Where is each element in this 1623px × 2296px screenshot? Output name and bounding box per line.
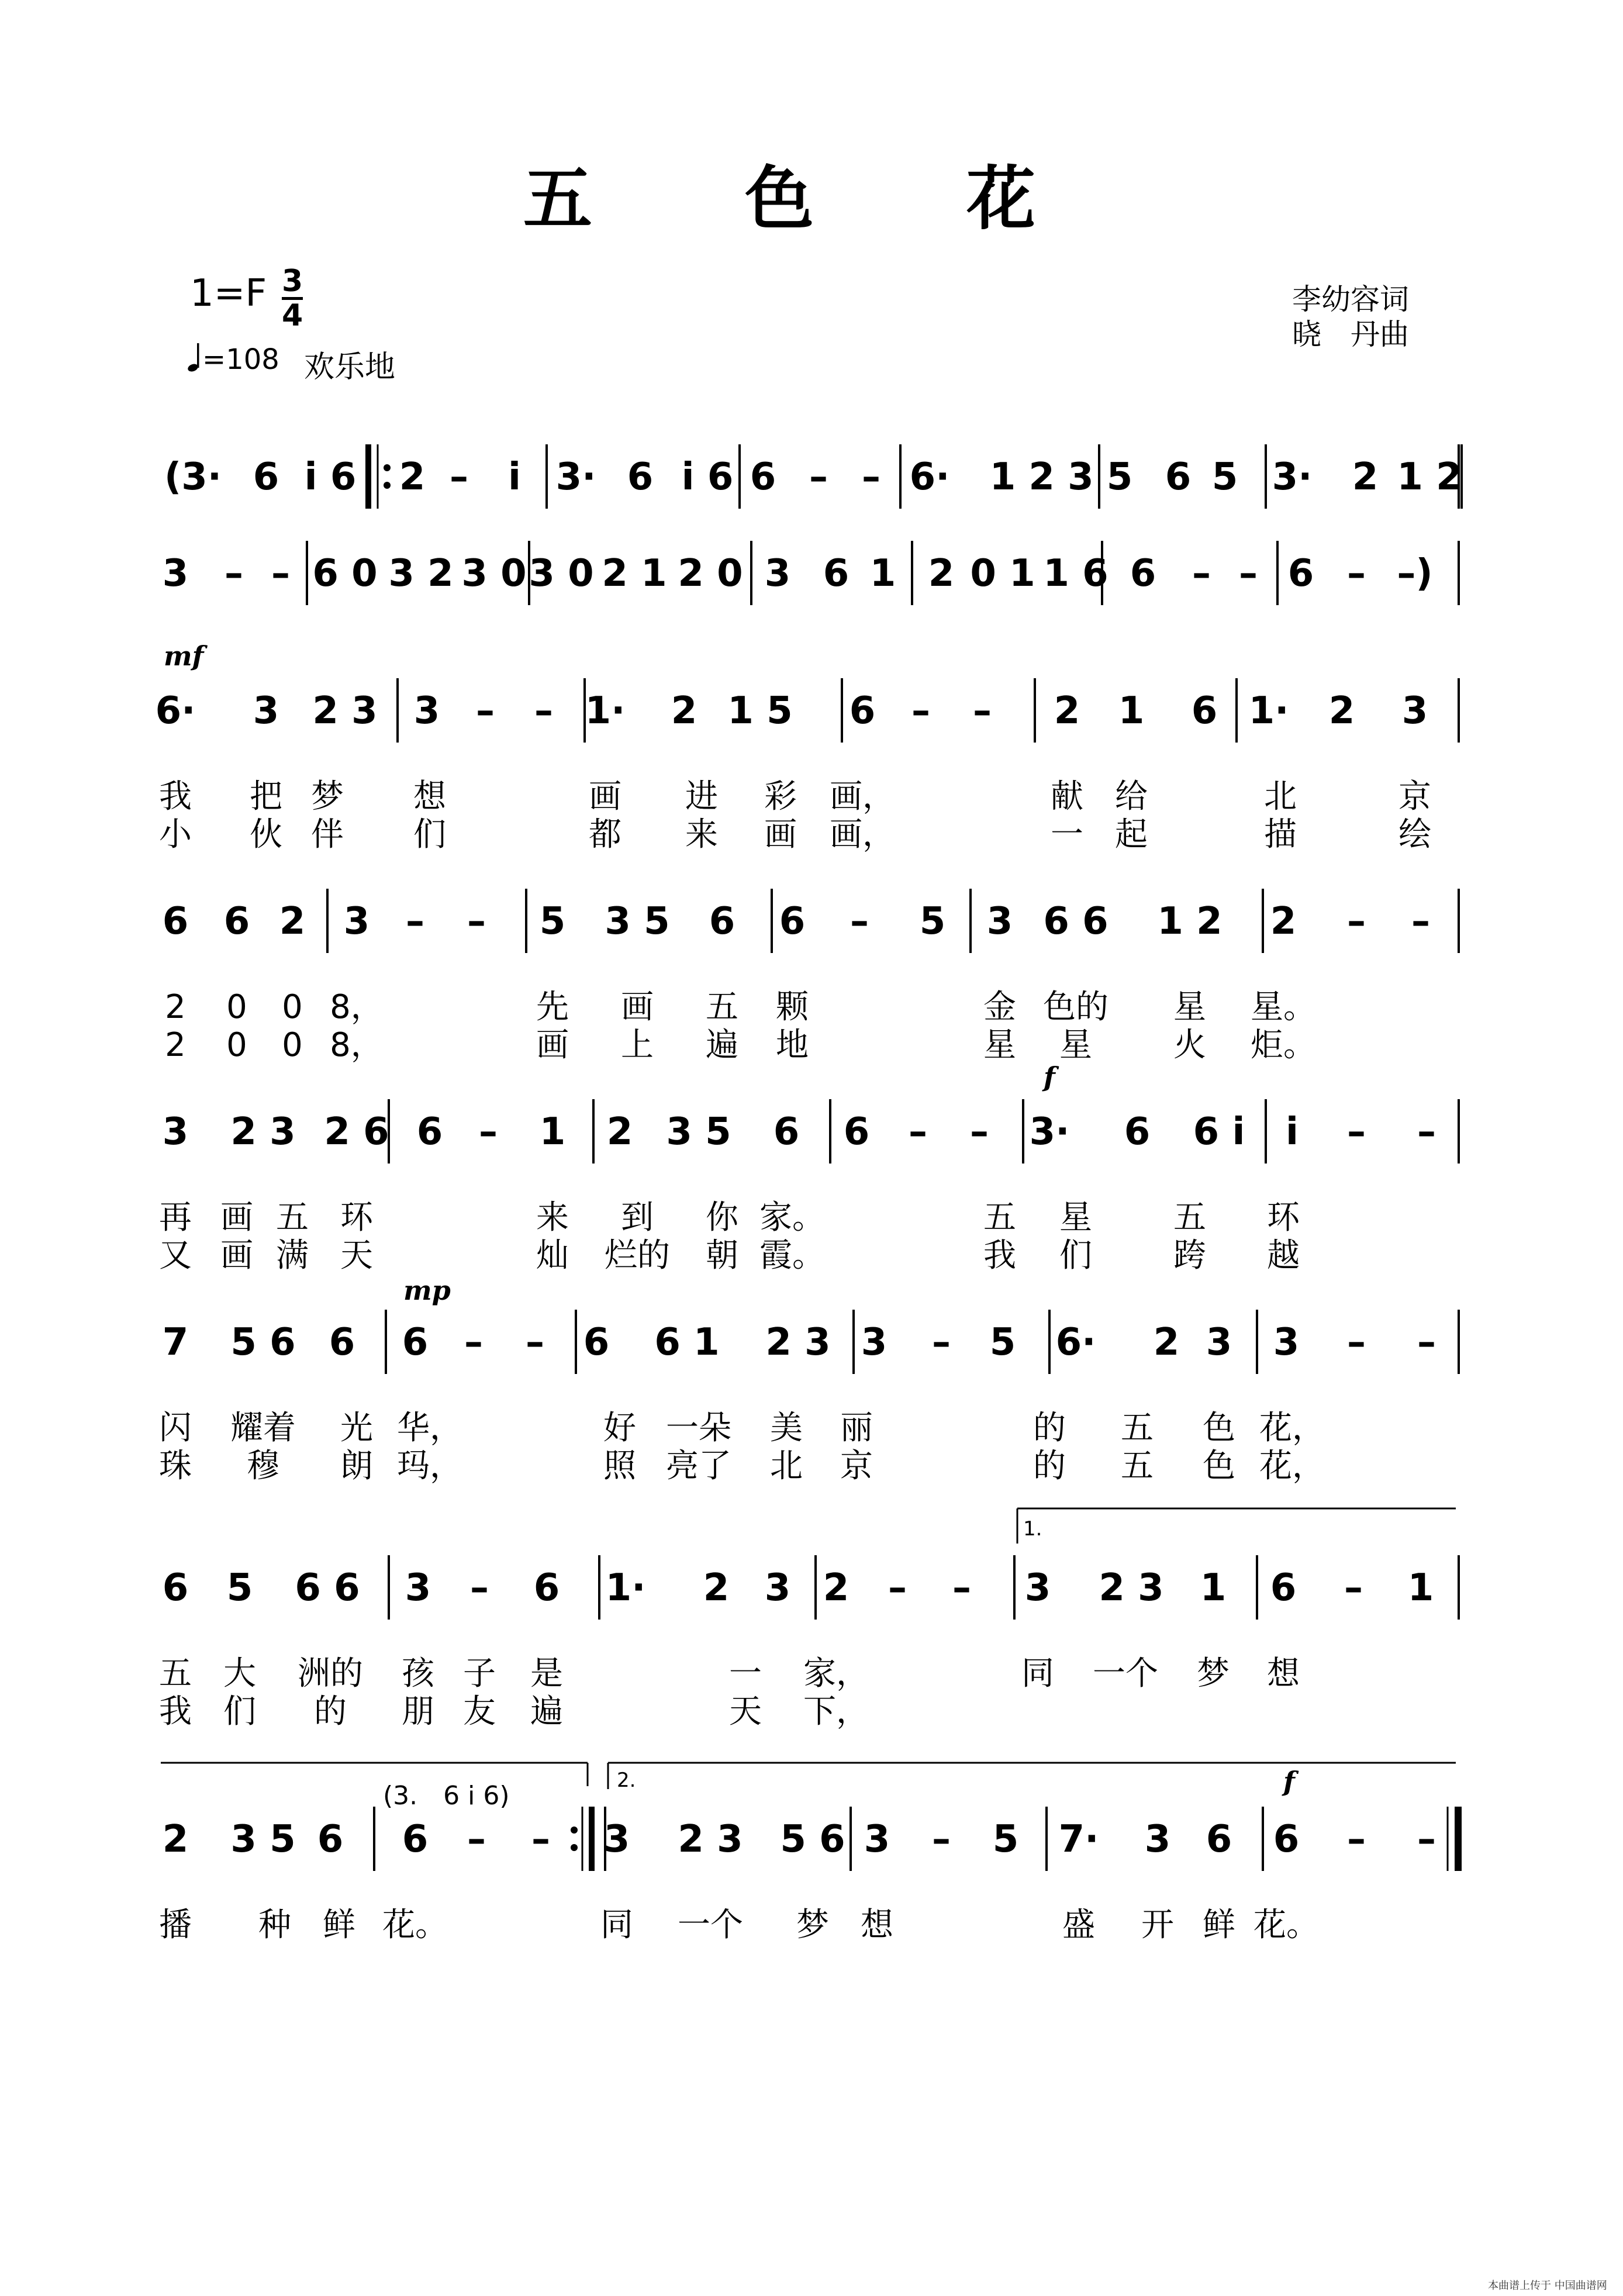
jianpu-note: – xyxy=(1411,900,1430,943)
jianpu-note: 6 xyxy=(750,455,776,499)
lyric-verse-2: 霞。 xyxy=(759,1237,825,1275)
jianpu-note: – xyxy=(1347,552,1366,595)
lyric-verse-1: 开 xyxy=(1141,1906,1174,1944)
lyric-verse-1: 颗 xyxy=(776,988,809,1026)
volta-label: 1. xyxy=(1023,1517,1042,1541)
lyric-verse-2: 火 xyxy=(1173,1026,1206,1064)
jianpu-note: 6 xyxy=(1273,1818,1300,1861)
jianpu-note: 5 xyxy=(1211,455,1238,499)
lyric-verse-2: 的 xyxy=(1033,1447,1066,1485)
lyric-verse-2: 星 xyxy=(983,1026,1016,1064)
lyric-verse-1: 一个 xyxy=(678,1906,743,1944)
jianpu-note: – xyxy=(952,1566,971,1610)
lyric-verse-2: 们 xyxy=(223,1693,256,1731)
jianpu-note: – xyxy=(888,1566,907,1610)
jianpu-note: – xyxy=(911,689,930,733)
jianpu-note: 6 xyxy=(416,1110,443,1154)
lyric-verse-1: 星 xyxy=(1173,988,1206,1026)
lyric-verse-1: 好 xyxy=(603,1409,636,1447)
lyric-verse-2: 朝 xyxy=(706,1237,738,1275)
lyric-verse-2: 星 xyxy=(1059,1026,1092,1064)
jianpu-note: 6 xyxy=(843,1110,870,1154)
jianpu-note: – xyxy=(973,689,992,733)
jianpu-note: 6· xyxy=(155,689,196,733)
jianpu-note: – xyxy=(406,900,424,943)
jianpu-note: 5 xyxy=(1106,455,1133,499)
jianpu-note: 6 6 xyxy=(295,1566,360,1610)
lyric-verse-1: 五 xyxy=(1173,1199,1206,1237)
lyric-verse-2: 遍 xyxy=(530,1693,563,1731)
lyric-verse-1: 子 xyxy=(463,1655,496,1693)
lyric-verse-2: 京 xyxy=(840,1447,873,1485)
lyric-verse-2: 穆 xyxy=(247,1447,279,1485)
jianpu-note: 7 xyxy=(162,1321,189,1364)
site-watermark: 本曲谱上传于 中国曲谱网 xyxy=(1488,2280,1607,2292)
jianpu-note: – xyxy=(1344,1566,1363,1610)
lyric-verse-1: 0 xyxy=(282,988,303,1026)
lyric-verse-2: 伴 xyxy=(311,816,344,854)
jianpu-note: – xyxy=(970,1110,989,1154)
jianpu-note: – xyxy=(1417,1110,1436,1154)
lyric-verse-1: 家。 xyxy=(759,1199,825,1237)
jianpu-note: – xyxy=(467,1818,486,1861)
jianpu-note: – xyxy=(1239,552,1258,595)
jianpu-note: 6 xyxy=(709,900,735,943)
lyric-verse-2: 色 xyxy=(1203,1447,1235,1485)
lyric-verse-2: 上 xyxy=(621,1026,654,1064)
jianpu-note: 3 xyxy=(1273,1321,1300,1364)
lyric-verse-1: 给 xyxy=(1115,778,1148,816)
key-signature: 1=F xyxy=(190,272,267,315)
lyric-verse-2: 友 xyxy=(463,1693,496,1731)
lyric-verse-1: 梦 xyxy=(796,1906,829,1944)
lyric-verse-2: 越 xyxy=(1267,1237,1300,1275)
lyric-verse-1: 孩 xyxy=(402,1655,434,1693)
jianpu-note: 3 2 xyxy=(388,552,454,595)
jianpu-note: 2 3 xyxy=(230,1110,296,1154)
lyric-verse-1: 环 xyxy=(340,1199,373,1237)
jianpu-note: 5 xyxy=(919,900,946,943)
lyric-verse-2: 伙 xyxy=(250,816,282,854)
lyric-verse-1: 大 xyxy=(223,1655,256,1693)
lyric-verse-2: 朋 xyxy=(402,1693,434,1731)
jianpu-note: 2 xyxy=(671,689,697,733)
jianpu-note: 6 xyxy=(627,455,654,499)
jianpu-note: 6 6 xyxy=(1043,900,1109,943)
lyric-verse-1: 环 xyxy=(1267,1199,1300,1237)
jianpu-note: 2 3 xyxy=(1028,455,1094,499)
lyric-verse-2: 遍 xyxy=(706,1026,738,1064)
lyric-verse-2: 0 xyxy=(282,1026,303,1064)
lyric-verse-1: 盛 xyxy=(1062,1906,1095,1944)
jianpu-note: 6 xyxy=(253,455,279,499)
jianpu-note: 2 xyxy=(1328,689,1355,733)
lyric-verse-1: 画 xyxy=(220,1199,253,1237)
jianpu-note: 2 xyxy=(1270,900,1297,943)
jianpu-note: 6 xyxy=(1191,689,1218,733)
lyric-verse-1: 鲜 xyxy=(323,1906,355,1944)
lyric-verse-1: 北 xyxy=(1264,778,1297,816)
jianpu-note: i 6 xyxy=(681,455,734,499)
jianpu-note: 5 6 xyxy=(230,1321,296,1364)
lyric-verse-2: 2 xyxy=(165,1026,186,1064)
lyric-verse-1: 家， xyxy=(803,1655,869,1693)
jianpu-note: 2 xyxy=(399,455,426,499)
lyric-verse-1: 五 xyxy=(1121,1409,1154,1447)
meter-lower: 4 xyxy=(282,298,303,333)
jianpu-note: 3 xyxy=(864,1818,890,1861)
jianpu-note: – xyxy=(271,552,290,595)
lyric-verse-1: 梦 xyxy=(311,778,344,816)
lyric-verse-1: 梦 xyxy=(1197,1655,1230,1693)
jianpu-note: – xyxy=(1347,1818,1366,1861)
jianpu-note: 2 xyxy=(1153,1321,1180,1364)
lyric-verse-2: 珠 xyxy=(159,1447,192,1485)
jianpu-note: 3 xyxy=(405,1566,431,1610)
lyric-verse-2: 天 xyxy=(340,1237,373,1275)
jianpu-note: 3· xyxy=(1029,1110,1070,1154)
jianpu-note: 5 xyxy=(992,1818,1019,1861)
jianpu-note: – xyxy=(1417,1321,1436,1364)
lyric-verse-1: 我 xyxy=(159,778,192,816)
jianpu-note: – xyxy=(862,455,880,499)
lyric-verse-2: 天 xyxy=(729,1693,762,1731)
jianpu-note: 2 3 xyxy=(765,1321,831,1364)
volta-label: 2. xyxy=(617,1769,636,1792)
lyric-verse-2: 绘 xyxy=(1398,816,1431,854)
lyric-verse-2: 我 xyxy=(983,1237,1016,1275)
jianpu-note: 3 xyxy=(253,689,279,733)
jianpu-note: 3 xyxy=(861,1321,888,1364)
jianpu-note: – xyxy=(1347,900,1366,943)
lyric-verse-1: 种 xyxy=(258,1906,291,1944)
lyric-verse-2: 五 xyxy=(1121,1447,1154,1485)
jianpu-note: 6 xyxy=(223,900,250,943)
jianpu-note: 6 xyxy=(402,1321,429,1364)
lyric-verse-1: 8， xyxy=(330,988,384,1026)
jianpu-note: – xyxy=(479,1110,498,1154)
lyric-verse-1: 光 xyxy=(340,1409,373,1447)
lyric-verse-1: 美 xyxy=(770,1409,803,1447)
lyric-verse-2: 都 xyxy=(589,816,621,854)
jianpu-note: 3 xyxy=(1024,1566,1051,1610)
lyric-verse-1: 一 xyxy=(729,1655,762,1693)
jianpu-note: 3 5 xyxy=(605,900,670,943)
jianpu-note: 0 1 xyxy=(970,552,1035,595)
jianpu-note: 3 xyxy=(162,552,189,595)
lyric-verse-1: 花。 xyxy=(1253,1906,1319,1944)
jianpu-note: – xyxy=(1192,552,1211,595)
jianpu-note: i xyxy=(1286,1110,1299,1154)
lyric-verse-2: 8， xyxy=(330,1026,384,1064)
jianpu-note: 1 xyxy=(869,552,896,595)
lyric-verse-1: 鲜 xyxy=(1203,1906,1235,1944)
lyric-verse-1: 花， xyxy=(1259,1409,1325,1447)
lyric-verse-1: 五 xyxy=(983,1199,1016,1237)
jianpu-note: 6 xyxy=(1270,1566,1297,1610)
jianpu-note: 5 xyxy=(539,900,566,943)
jianpu-note: – xyxy=(909,1110,927,1154)
lyric-verse-2: 起 xyxy=(1115,816,1148,854)
lyric-verse-1: 星 xyxy=(1059,1199,1092,1237)
lyric-verse-2: 0 xyxy=(226,1026,247,1064)
jianpu-note: i xyxy=(508,455,521,499)
lyric-verse-1: 想 xyxy=(861,1906,893,1944)
lyric-verse-2: 玛， xyxy=(397,1447,462,1485)
lyric-verse-1: 色 xyxy=(1203,1409,1235,1447)
jianpu-note: 3 xyxy=(603,1818,630,1861)
lyric-verse-1: 金 xyxy=(983,988,1016,1026)
jianpu-note: 2 xyxy=(162,1818,189,1861)
jianpu-note: 6 xyxy=(583,1321,610,1364)
jianpu-note: 6 xyxy=(162,1566,189,1610)
jianpu-note: 3 5 xyxy=(230,1818,296,1861)
jianpu-note: 6 xyxy=(1287,552,1314,595)
jianpu-note: – xyxy=(932,1321,951,1364)
jianpu-note: 1 xyxy=(1118,689,1145,733)
jianpu-note: 1 2 xyxy=(1397,455,1462,499)
jianpu-note: 6 xyxy=(1124,1110,1151,1154)
dynamic-marking: mf xyxy=(164,640,204,672)
lyric-verse-1: 耀着 xyxy=(230,1409,296,1447)
lyric-verse-1: 是 xyxy=(530,1655,563,1693)
lyric-verse-2: 照 xyxy=(603,1447,636,1485)
jianpu-note: 6 xyxy=(773,1110,800,1154)
composer: 晓 丹曲 xyxy=(1292,317,1409,351)
lyric-verse-1: 到 xyxy=(621,1199,654,1237)
lyric-verse-1: 华， xyxy=(397,1409,462,1447)
jianpu-note: 3 xyxy=(1401,689,1428,733)
jianpu-note: 1 xyxy=(1407,1566,1434,1610)
lyric-verse-2: 画 xyxy=(536,1026,569,1064)
jianpu-note: 6 xyxy=(823,552,850,595)
lyric-verse-1: 再 xyxy=(159,1199,192,1237)
jianpu-note: 6 1 xyxy=(654,1321,720,1364)
jianpu-note: – xyxy=(534,689,553,733)
jianpu-note: 2 xyxy=(1054,689,1080,733)
lyric-verse-1: 画 xyxy=(621,988,654,1026)
jianpu-note: 2 6 xyxy=(324,1110,389,1154)
lyric-verse-2: 画 xyxy=(764,816,797,854)
lyricist: 李幼容词 xyxy=(1292,282,1409,316)
jianpu-note: 5 xyxy=(989,1321,1016,1364)
jianpu-note: (3· xyxy=(164,455,222,499)
jianpu-note: – xyxy=(1417,1818,1436,1861)
jianpu-note: – xyxy=(225,552,243,595)
jianpu-note: 2 3 xyxy=(312,689,378,733)
lyric-verse-2: 我 xyxy=(159,1693,192,1731)
tempo-value: =108 xyxy=(202,343,279,376)
jianpu-note: 1 6 xyxy=(1043,552,1109,595)
lyric-verse-2: 花， xyxy=(1259,1447,1325,1485)
lyric-verse-2: 灿 xyxy=(536,1237,569,1275)
lyric-verse-2: 下， xyxy=(803,1693,869,1731)
lyric-verse-1: 五 xyxy=(276,1199,309,1237)
lyric-verse-2: 烂的 xyxy=(605,1237,670,1275)
jianpu-note: 6 xyxy=(1206,1818,1232,1861)
jianpu-note: 2 xyxy=(1352,455,1379,499)
jianpu-note: 3 5 xyxy=(666,1110,731,1154)
jianpu-note: 6 0 xyxy=(312,552,378,595)
jianpu-note: 6 xyxy=(402,1818,429,1861)
meter-upper: 3 xyxy=(282,264,303,299)
jianpu-note: – xyxy=(1347,1321,1366,1364)
lyric-verse-2: 亮了 xyxy=(666,1447,731,1485)
jianpu-note: 5 xyxy=(226,1566,253,1610)
lyric-verse-1: 0 xyxy=(226,988,247,1026)
lyric-verse-1: 洲的 xyxy=(298,1655,363,1693)
jianpu-note: i 6 xyxy=(304,455,357,499)
lyric-verse-1: 画 xyxy=(589,778,621,816)
lyric-verse-1: 一朵 xyxy=(666,1409,731,1447)
lyric-verse-1: 想 xyxy=(1267,1655,1300,1693)
jianpu-note: 6· xyxy=(1055,1321,1096,1364)
lyric-verse-2: 地 xyxy=(776,1026,809,1064)
lyric-verse-1: 想 xyxy=(413,778,446,816)
lyric-verse-1: 把 xyxy=(250,778,282,816)
jianpu-note: 2 xyxy=(703,1566,730,1610)
jianpu-note: 3 0 xyxy=(461,552,527,595)
lyric-verse-2: 们 xyxy=(1059,1237,1092,1275)
lyric-verse-2: 画， xyxy=(830,816,895,854)
dynamic-marking: f xyxy=(1044,1061,1055,1093)
jianpu-note: 3 xyxy=(764,552,791,595)
page-title: 五 色 花 xyxy=(523,158,1100,239)
jianpu-note: – xyxy=(1347,1110,1366,1154)
jianpu-note: 5 6 xyxy=(780,1818,845,1861)
lyric-verse-2: 来 xyxy=(685,816,718,854)
jianpu-note: – xyxy=(470,1566,489,1610)
jianpu-note: 1 5 xyxy=(727,689,793,733)
jianpu-note: 3 0 xyxy=(529,552,594,595)
jianpu-note: 1 2 xyxy=(1157,900,1223,943)
repeat-cue-notes: (3. 6 i 6) xyxy=(383,1781,510,1811)
jianpu-note: 1 xyxy=(989,455,1016,499)
jianpu-note: 3· xyxy=(1272,455,1313,499)
jianpu-note: 3 xyxy=(1144,1818,1171,1861)
jianpu-note: – xyxy=(476,689,495,733)
jianpu-note: 3 xyxy=(413,689,440,733)
jianpu-note: 2 3 xyxy=(678,1818,743,1861)
jianpu-note: – xyxy=(450,455,468,499)
jianpu-note: 6 xyxy=(779,900,806,943)
lyric-verse-1: 先 xyxy=(536,988,569,1026)
jianpu-note: 3· xyxy=(555,455,596,499)
lyric-verse-1: 进 xyxy=(685,778,718,816)
jianpu-note: 2 xyxy=(928,552,955,595)
lyric-verse-1: 星。 xyxy=(1251,988,1316,1026)
lyric-verse-1: 你 xyxy=(706,1199,738,1237)
dynamic-marking: mp xyxy=(403,1275,451,1306)
jianpu-note: – xyxy=(464,1321,483,1364)
jianpu-note: 2 3 xyxy=(1099,1566,1164,1610)
tempo-term: 欢乐地 xyxy=(304,350,396,385)
lyric-verse-2: 满 xyxy=(276,1237,309,1275)
jianpu-note: 6 xyxy=(533,1566,560,1610)
lyric-verse-2: 描 xyxy=(1264,816,1297,854)
lyric-verse-1: 闪 xyxy=(159,1409,192,1447)
jianpu-note: – xyxy=(850,900,869,943)
jianpu-note: 6 xyxy=(329,1321,355,1364)
lyric-verse-1: 画， xyxy=(830,778,895,816)
jianpu-note: 6 i xyxy=(1193,1110,1245,1154)
jianpu-note: 3 xyxy=(986,900,1013,943)
lyric-verse-1: 献 xyxy=(1051,778,1083,816)
jianpu-note: –) xyxy=(1397,552,1433,595)
jianpu-note: 1 xyxy=(539,1110,566,1154)
jianpu-note: – xyxy=(526,1321,544,1364)
lyric-verse-2: 跨 xyxy=(1173,1237,1206,1275)
jianpu-note: 3 xyxy=(1206,1321,1232,1364)
jianpu-note: 3 xyxy=(343,900,370,943)
lyric-verse-1: 一个 xyxy=(1093,1655,1158,1693)
lyric-verse-1: 京 xyxy=(1398,778,1431,816)
jianpu-note: 1· xyxy=(605,1566,646,1610)
jianpu-note: 2 1 xyxy=(602,552,667,595)
lyric-verse-1: 同 xyxy=(1021,1655,1054,1693)
jianpu-note: 3 xyxy=(162,1110,189,1154)
lyric-verse-2: 们 xyxy=(413,816,446,854)
lyric-verse-1: 的 xyxy=(1033,1409,1066,1447)
jianpu-note: 1· xyxy=(1248,689,1289,733)
jianpu-note: 6 xyxy=(1165,455,1192,499)
jianpu-note: 2 xyxy=(279,900,306,943)
jianpu-note: 6· xyxy=(909,455,950,499)
lyric-verse-1: 花。 xyxy=(382,1906,448,1944)
lyric-verse-2: 画 xyxy=(220,1237,253,1275)
jianpu-note: 6 xyxy=(849,689,876,733)
lyric-verse-1: 五 xyxy=(159,1655,192,1693)
jianpu-note: 2 xyxy=(823,1566,850,1610)
lyric-verse-2: 北 xyxy=(770,1447,803,1485)
jianpu-note: – xyxy=(467,900,486,943)
lyric-verse-1: 色的 xyxy=(1043,988,1109,1026)
lyric-verse-2: 的 xyxy=(314,1693,347,1731)
jianpu-note: – xyxy=(809,455,828,499)
lyric-verse-1: 同 xyxy=(600,1906,633,1944)
lyric-verse-2: 小 xyxy=(159,816,192,854)
lyric-verse-2: 一 xyxy=(1051,816,1083,854)
lyric-verse-2: 朗 xyxy=(340,1447,373,1485)
jianpu-note: 6 xyxy=(317,1818,344,1861)
jianpu-note: – xyxy=(531,1818,550,1861)
jianpu-note: 2 0 xyxy=(678,552,743,595)
lyric-verse-1: 五 xyxy=(706,988,738,1026)
lyric-verse-1: 丽 xyxy=(840,1409,873,1447)
lyric-verse-1: 来 xyxy=(536,1199,569,1237)
jianpu-note: 7· xyxy=(1058,1818,1099,1861)
jianpu-note: 1 xyxy=(1200,1566,1227,1610)
jianpu-note: 6 xyxy=(162,900,189,943)
jianpu-note: 3 xyxy=(764,1566,791,1610)
jianpu-note: 1· xyxy=(585,689,626,733)
lyric-verse-2: 炬。 xyxy=(1251,1026,1316,1064)
dynamic-marking: f xyxy=(1283,1766,1295,1797)
jianpu-note: – xyxy=(932,1818,951,1861)
lyric-verse-1: 2 xyxy=(165,988,186,1026)
jianpu-note: 2 xyxy=(606,1110,633,1154)
lyric-verse-2: 又 xyxy=(159,1237,192,1275)
lyric-verse-1: 彩 xyxy=(764,778,797,816)
lyric-verse-1: 播 xyxy=(159,1906,192,1944)
jianpu-note: 6 xyxy=(1130,552,1156,595)
